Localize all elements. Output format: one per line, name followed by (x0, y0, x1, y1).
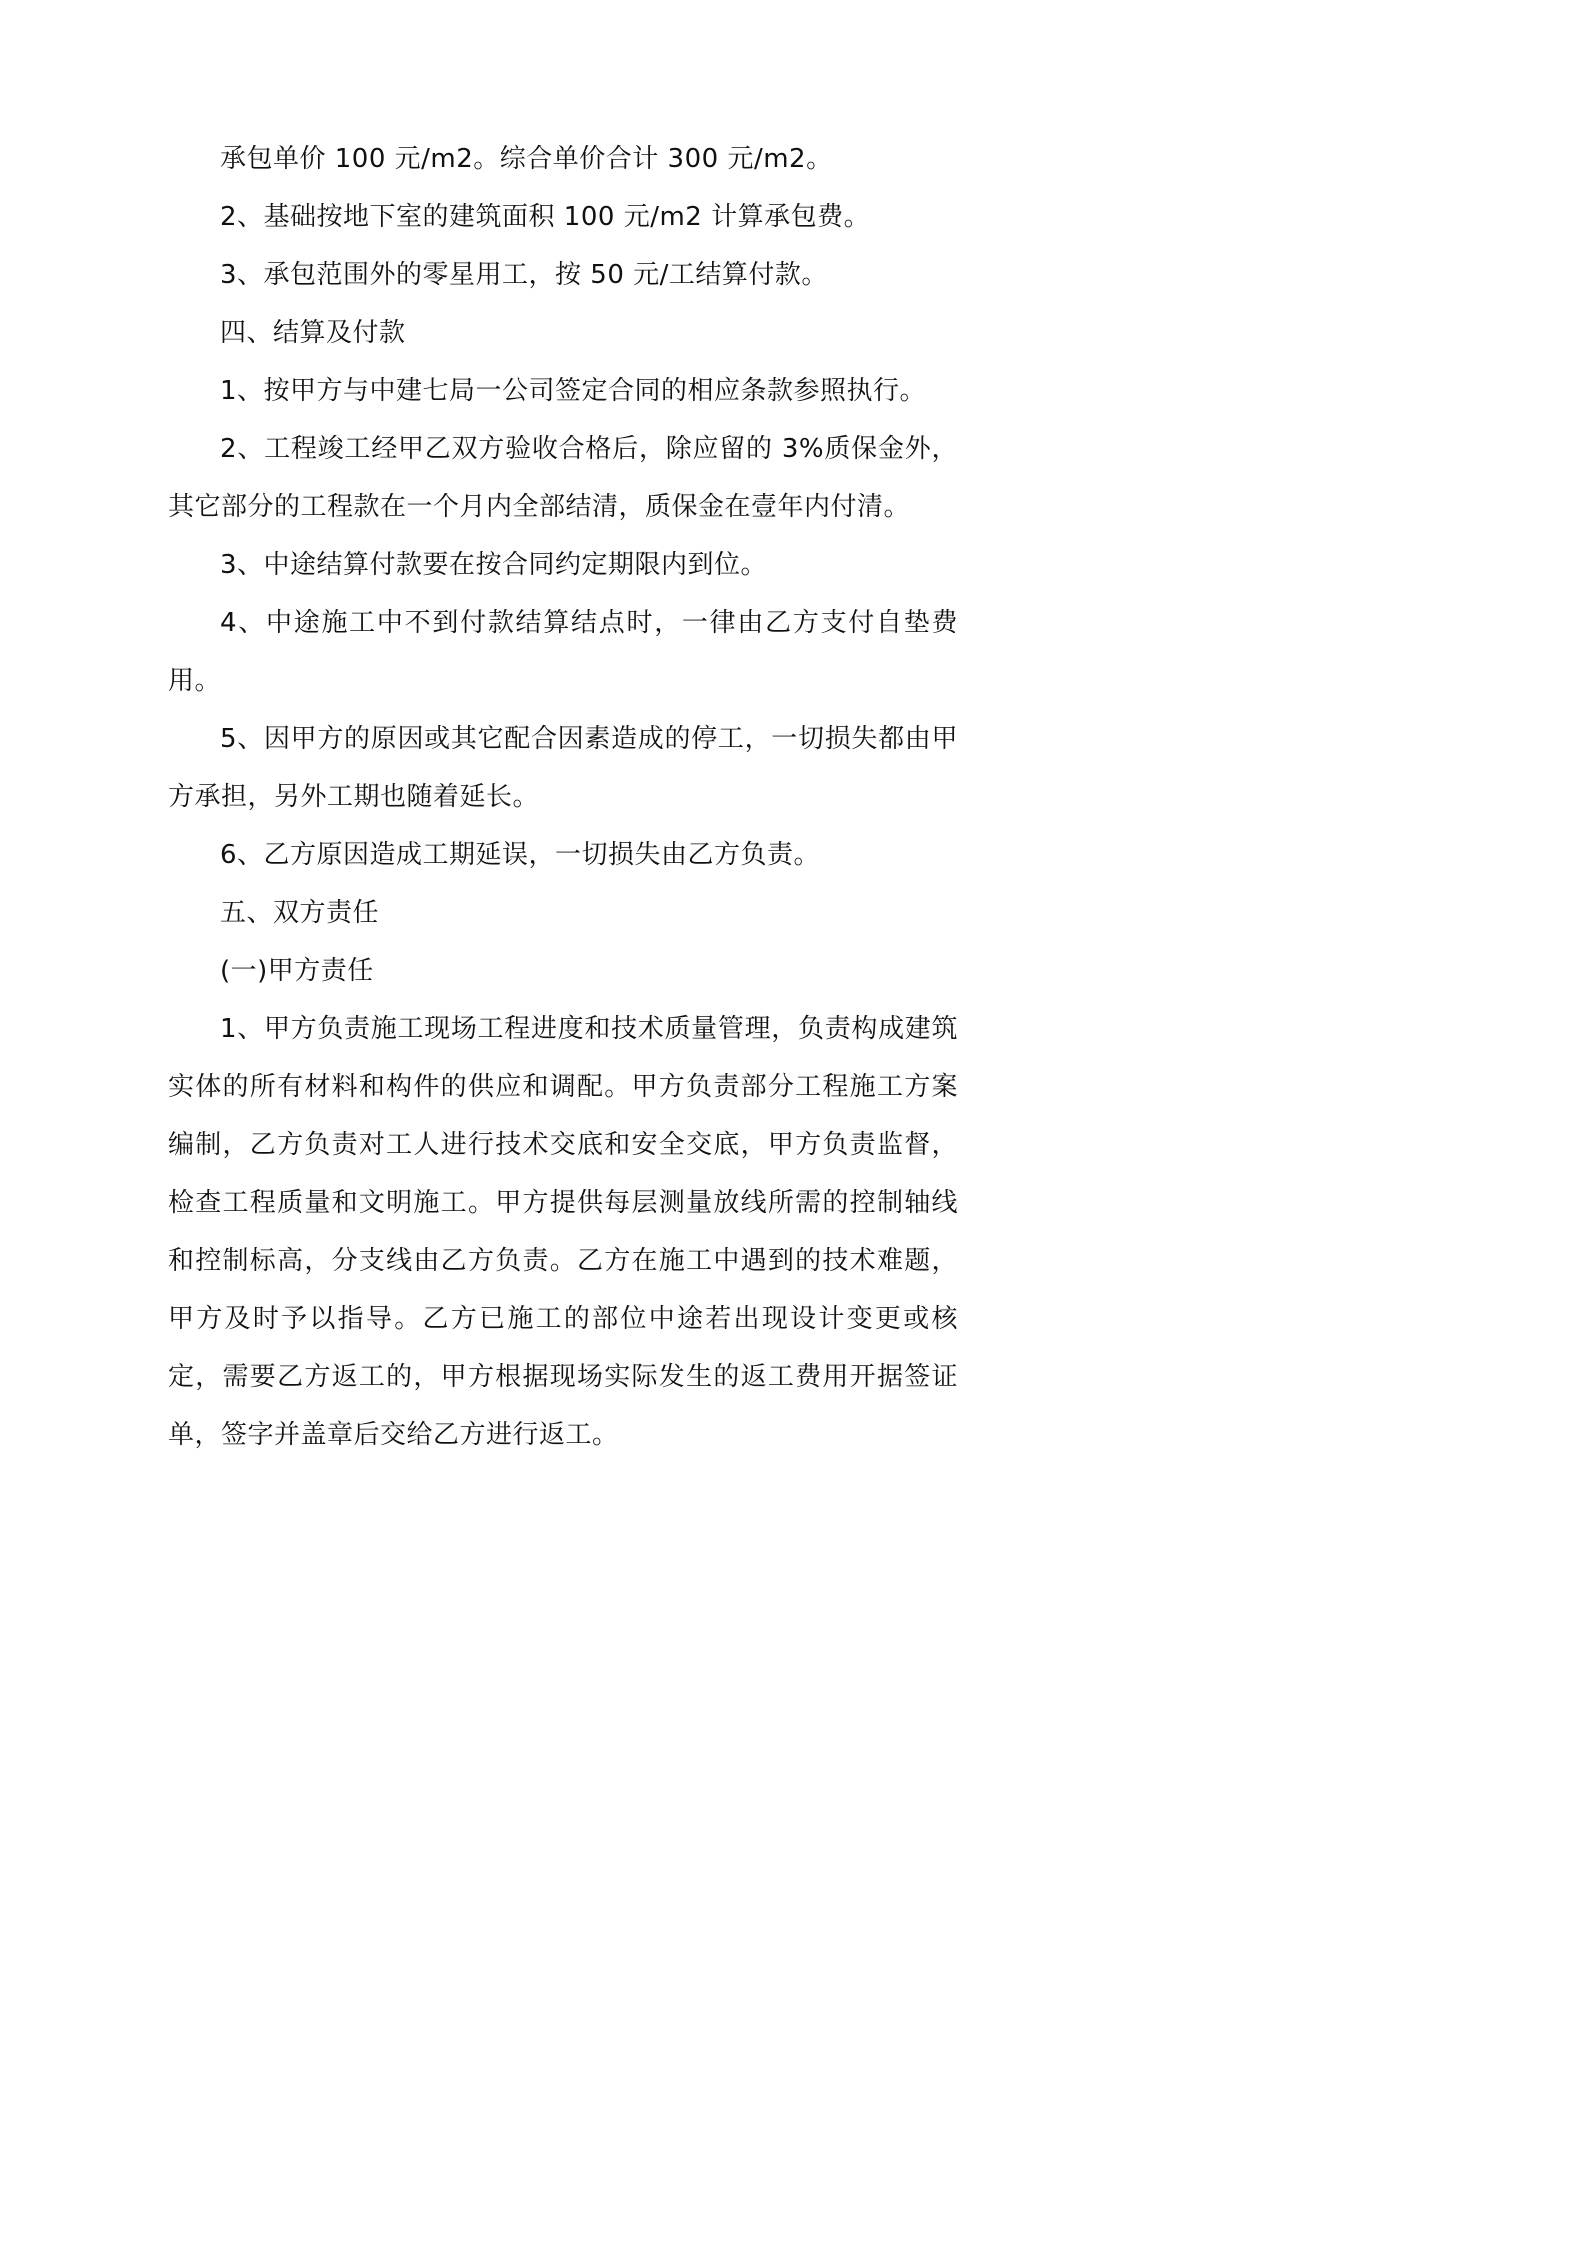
section-heading-responsibilities: 五、双方责任 (220, 898, 380, 928)
paragraph-settlement-1: 1、按甲方与中建七局一公司签定合同的相应条款参照执行。 (220, 376, 927, 406)
paragraph-party-a-1: 1、甲方负责施工现场工程进度和技术质量管理，负责构成建筑实体的所有材料和构件的供应和调配。甲方负责部分工程施工方案编制，乙方负责对工人进行技术交底和安全交底，甲方负责监督，检查工程质量和文明施工。甲方提供每层测量放线所需的控制轴线和控制标高，分支线由乙方负责。乙方在施工中遇到的技术难题，甲方及时予以指导。乙方已施工的部位中途若出现设计变更或核定，需要乙方返工的，甲方根据现场实际发生的返工费用开据签证单，签字并盖章后交给乙方进行返工。 (168, 1014, 958, 1450)
document-page (0, 0, 1100, 1556)
paragraph-item-2-foundation: 2、基础按地下室的建筑面积 100 元/m2 计算承包费。 (220, 202, 871, 232)
paragraph-unit-price: 承包单价 100 元/m2。综合单价合计 300 元/m2。 (220, 144, 833, 174)
paragraph-settlement-4: 4、中途施工中不到付款结算结点时，一律由乙方支付自垫费用。 (168, 608, 958, 696)
paragraph-settlement-2: 2、工程竣工经甲乙双方验收合格后，除应留的 3%质保金外，其它部分的工程款在一个月内全部结清，质保金在壹年内付清。 (168, 434, 958, 522)
subsection-heading-party-a: (一)甲方责任 (220, 956, 374, 986)
paragraph-item-3-extra-labor: 3、承包范围外的零星用工，按 50 元/工结算付款。 (220, 260, 828, 290)
paragraph-settlement-5: 5、因甲方的原因或其它配合因素造成的停工，一切损失都由甲方承担，另外工期也随着延长。 (168, 724, 958, 812)
section-heading-settlement: 四、结算及付款 (220, 318, 406, 348)
paragraph-settlement-6: 6、乙方原因造成工期延误，一切损失由乙方负责。 (220, 840, 821, 870)
document-body (168, 130, 958, 1464)
paragraph-settlement-3: 3、中途结算付款要在按合同约定期限内到位。 (220, 550, 768, 580)
